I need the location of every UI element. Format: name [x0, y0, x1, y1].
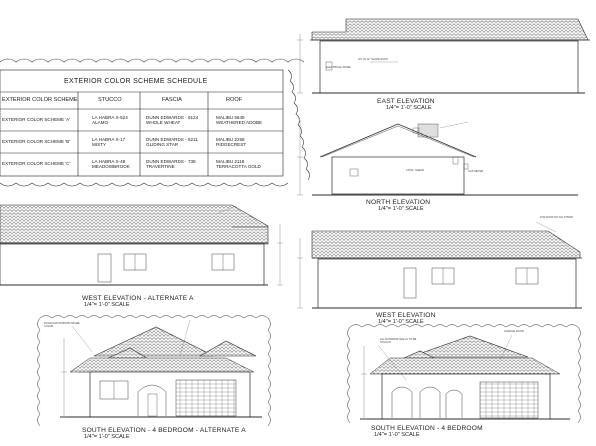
north-elevation-title: NORTH ELEVATION — [366, 199, 431, 206]
schedule-row-c-fascia: DUNN EDWARDS - 738 TRAVERTINE — [146, 159, 196, 170]
schedule-row-c-scheme: EXTERIOR COLOR SCHEME 'C' — [2, 161, 71, 166]
schedule-row-b-fascia: DUNN EDWARDS - 5211 GLIDING STAR — [146, 137, 198, 148]
east-elevation-scale: 1/4"= 1'-0" SCALE — [386, 105, 432, 111]
west-elevation — [297, 231, 582, 308]
schedule-row-b-roof: MALIBU 2258 RIDGECREST — [216, 137, 247, 148]
east-note-1: ELECTRICAL PANEL — [326, 66, 351, 69]
south-elevation-title: SOUTH ELEVATION - 4 BEDROOM — [371, 425, 483, 432]
schedule-header-roof: ROOF — [226, 97, 243, 103]
schedule-row-c-stucco: LA HABRA X-48 MEADOWBROOK — [92, 159, 130, 170]
schedule-row-a-fascia: DUNN EDWARDS - 6124 WHOLE WHEAT — [146, 115, 199, 126]
north-elevation-scale: 1/4"= 1'-0" SCALE — [378, 206, 424, 212]
south-note-2: ALL EXTERIOR WALLS TO BE STUCCO — [380, 338, 417, 344]
schedule-row-b-scheme: EXTERIOR COLOR SCHEME 'B' — [2, 139, 71, 144]
north-note-2: GAS METER — [468, 170, 484, 173]
schedule-row-a-roof: MALIBU 5645 WEATHERED ADOBE — [216, 115, 263, 126]
schedule-header-fascia: FASCIA — [162, 97, 182, 103]
south-alt-a-scale: 1/4"= 1'-0" SCALE — [84, 434, 130, 440]
west-elevation-alt-a — [0, 205, 283, 285]
schedule-header-scheme: EXTERIOR COLOR SCHEME — [2, 97, 78, 103]
schedule-row-a-stucco: LA HABRA X-524 ALAMO — [92, 115, 128, 126]
south-note-3: GARAGE DOOR — [504, 330, 524, 333]
west-elevation-scale: 1/4"= 1'-0" SCALE — [378, 319, 424, 325]
east-note-2: 3/4" IN 12" SLOPE ROOF — [358, 58, 388, 61]
schedule-header-stucco: STUCCO — [98, 97, 122, 103]
north-elevation — [297, 120, 578, 195]
schedule-row-c-roof: MALIBU 2118 TERRACOTTA GOLD — [216, 159, 261, 170]
schedule-row-a-scheme: EXTERIOR COLOR SCHEME 'A' — [2, 117, 71, 122]
south-elevation-scale: 1/4"= 1'-0" SCALE — [374, 432, 420, 438]
schedule-row-b-stucco: LA HABRA X-17 MISTY — [92, 137, 126, 148]
south-elevation-alt-a — [60, 327, 262, 417]
west-alt-a-title: WEST ELEVATION - ALTERNATE A — [82, 295, 194, 302]
east-elevation — [297, 19, 590, 93]
schedule-title: EXTERIOR COLOR SCHEME SCHEDULE — [64, 78, 208, 85]
west-note-1: FOR ROOF DO NO STRAW — [540, 216, 573, 219]
south-note-1: DOOR AND WINDOW FRAME COLOR — [44, 322, 80, 328]
north-note-1: CONC. SHEAR — [406, 169, 425, 172]
south-elevation — [360, 336, 570, 419]
west-alt-a-scale: 1/4"= 1'-0" SCALE — [84, 302, 130, 308]
east-elevation-title: EAST ELEVATION — [377, 98, 435, 105]
west-elevation-title: WEST ELEVATION — [376, 312, 436, 319]
south-alt-a-title: SOUTH ELEVATION - 4 BEDROOM - ALTERNATE A — [82, 427, 246, 434]
